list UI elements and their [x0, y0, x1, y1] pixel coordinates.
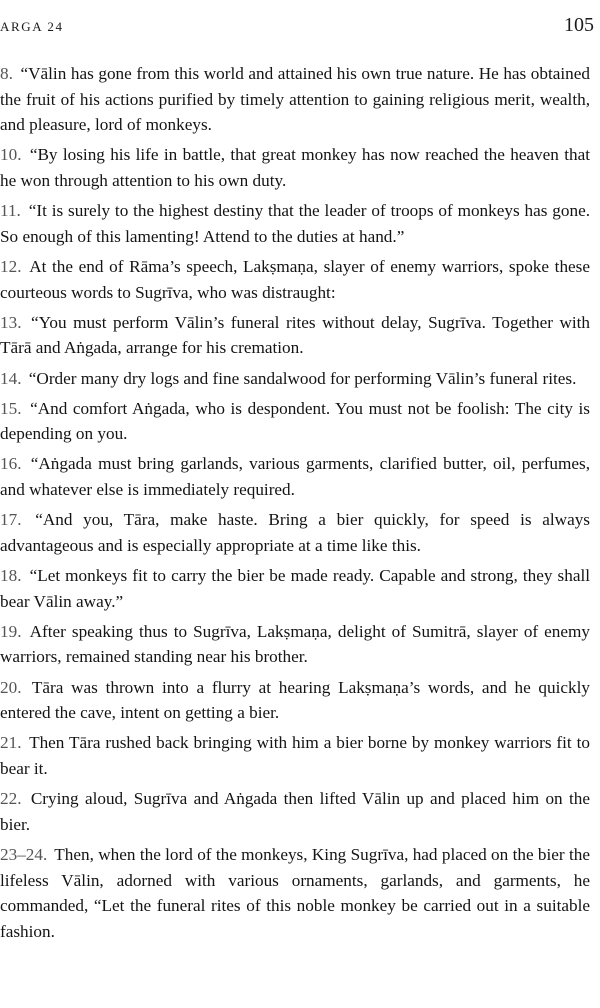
- verse: [0, 396, 590, 447]
- verse-text: “And comfort Aṅgada, who is despondent. You must not be foolish: The city is depending on you.: [0, 398, 590, 444]
- verse-text: “It is surely to the highest destiny that the leader of troops of monkeys has gone. So enough of this lamenting! Attend to the duties at hand.”: [0, 201, 591, 246]
- verse-number: 23–24.: [0, 844, 48, 864]
- verse-text: Then, when the lord of the monkeys, King Sugrīva, had placed on the bier the lifeless Vālin, adorned with various ornaments, garlands, and garments, he commanded, “Let the funeral rites of this noble monkey be carried out in a suitable fashion.: [0, 844, 590, 941]
- verse-text: “Order many dry logs and fine sandalwood for performing Vālin’s funeral rites.: [28, 368, 577, 388]
- verse-text: “Let monkeys fit to carry the bier be made ready. Capable and strong, they shall bear Vālin away.”: [0, 566, 591, 611]
- verse-text: “You must perform Vālin’s funeral rites without delay, Sugrīva. Together with Tārā and Aṅgada, arrange for his cremation.: [0, 312, 591, 358]
- verse-number: 13.: [0, 312, 22, 332]
- verse-text: At the end of Rāma’s speech, Lakṣmaṇa, slayer of enemy warriors, spoke these courteous words to Sugrīva, who was distraught:: [0, 256, 590, 302]
- verse-number: 8.: [0, 64, 13, 83]
- verse: [0, 507, 590, 558]
- verse-text: “Aṅgada must bring garlands, various garments, clarified butter, oil, perfumes, and whatever else is immediately required.: [0, 454, 591, 500]
- verse-number: 16.: [0, 454, 22, 474]
- verse: [0, 310, 590, 361]
- verse-text: Tāra was thrown into a flurry at hearing Lakṣmaṇa’s words, and he quickly entered the cave, intent on getting a bier.: [0, 677, 590, 723]
- verse: [0, 675, 590, 726]
- verse-number: 21.: [0, 733, 22, 753]
- verse: [0, 786, 590, 837]
- verse-number: 20.: [0, 677, 22, 697]
- verse: [0, 730, 590, 781]
- verse-text: “Vālin has gone from this world and attained his own true nature. He has obtained the fruit of his actions purified by timely attention to gaining religious merit, wealth, and pleasure, lord of monkeys.: [0, 64, 590, 135]
- verse-text: Then Tāra rushed back bringing with him a bier borne by monkey warriors fit to bear it.: [0, 733, 590, 778]
- verse: [0, 619, 590, 670]
- verse-number: 19.: [0, 621, 22, 641]
- verse-number: 15.: [0, 398, 22, 418]
- verse: [0, 563, 590, 614]
- verse: [0, 142, 590, 193]
- verse: [0, 451, 590, 502]
- verse-number: 17.: [0, 510, 22, 530]
- verse-text: “By losing his life in battle, that great monkey has now reached the heaven that he won through attention to his own duty.: [0, 145, 590, 190]
- verse: [0, 61, 590, 138]
- verse-number: 14.: [0, 368, 22, 388]
- verse: [0, 254, 590, 305]
- verse-number: 10.: [0, 145, 22, 165]
- running-head: ARGA 24: [0, 19, 64, 34]
- verse: [0, 842, 590, 944]
- verse-text: Crying aloud, Sugrīva and Aṅgada then lifted Vālin up and placed him on the bier.: [0, 789, 590, 834]
- page-number: 105: [564, 14, 594, 36]
- body-text: [0, 61, 590, 949]
- verse-text: After speaking thus to Sugrīva, Lakṣmaṇa, delight of Sumitrā, slayer of enemy warriors, remained standing near his brother.: [0, 621, 590, 667]
- verse: [0, 198, 590, 249]
- verse-number: 11.: [0, 201, 21, 221]
- verse-number: 18.: [0, 566, 22, 586]
- verse-text: “And you, Tāra, make haste. Bring a bier quickly, for speed is always advantageous and is especially appropriate at a time like this.: [0, 510, 590, 555]
- verse: [0, 366, 590, 392]
- verse-number: 22.: [0, 789, 22, 809]
- verse-number: 12.: [0, 256, 22, 276]
